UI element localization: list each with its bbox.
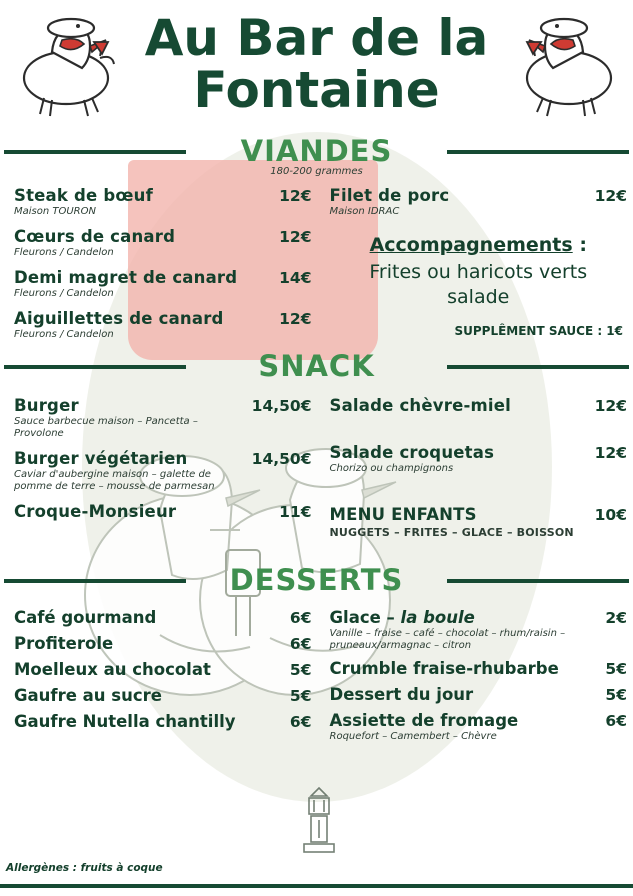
heading-rule-right xyxy=(447,365,629,369)
menu-item xyxy=(14,449,312,493)
snack-left-column xyxy=(0,387,318,539)
item-name: Gaufre au sucre xyxy=(14,686,162,705)
menu-item xyxy=(14,396,312,440)
menu-item xyxy=(330,685,628,704)
menu-item xyxy=(330,608,628,652)
item-name: Café gourmand xyxy=(14,608,157,627)
menu-item xyxy=(14,660,312,679)
viandes-subheading: 180-200 grammes xyxy=(270,166,363,177)
menu-item xyxy=(14,608,312,627)
menu-enfants-block xyxy=(330,505,628,539)
item-description: Caviar d'aubergine maison – galette de pomme de terre – mousse de parmesan xyxy=(14,469,215,492)
viandes-right-column xyxy=(318,177,633,341)
goose-left-icon xyxy=(8,6,128,126)
item-name: Croque-Monsieur xyxy=(14,502,177,521)
item-description: Chorizo ou champignons xyxy=(329,463,454,474)
item-description: Maison TOURON xyxy=(14,206,96,217)
menu-enfants-description: NUGGETS – FRITES – GLACE – BOISSON xyxy=(329,526,574,539)
item-name: Gaufre Nutella chantilly xyxy=(14,712,236,731)
item-description: Maison IDRAC xyxy=(329,206,400,217)
menu-item xyxy=(14,268,312,300)
desserts-columns xyxy=(0,601,633,743)
menu-item xyxy=(14,712,312,731)
section-heading-snack xyxy=(0,347,633,383)
heading-rule-left xyxy=(4,150,186,154)
fountain-icon xyxy=(296,786,342,856)
item-price: 5€ xyxy=(605,686,627,704)
item-description: Roquefort – Camembert – Chèvre xyxy=(329,731,497,742)
item-price: 12€ xyxy=(594,444,627,462)
item-price: 12€ xyxy=(279,310,312,328)
item-name: Dessert du jour xyxy=(329,685,474,704)
heading-rule-left xyxy=(4,579,186,583)
item-name-emphasis: la boule xyxy=(400,608,475,627)
snack-columns xyxy=(0,387,633,539)
supplement-sauce-note: SUPPLÊMENT SAUCE : 1€ xyxy=(454,324,623,338)
item-name: Salade croquetas xyxy=(329,443,495,462)
menu-item xyxy=(14,186,312,218)
accompagnements-body xyxy=(330,260,628,310)
item-name: Moelleux au chocolat xyxy=(14,660,211,679)
item-price: 12€ xyxy=(279,228,312,246)
item-price: 14€ xyxy=(279,269,312,287)
item-name: Aiguillettes de canard xyxy=(14,309,224,328)
item-price: 5€ xyxy=(605,660,627,678)
item-description: Sauce barbecue maison – Pancetta – Provolone xyxy=(14,416,198,439)
snack-title: SNACK xyxy=(258,349,375,383)
allergens-note: Allergènes : fruits à coque xyxy=(6,862,163,874)
menu-item xyxy=(14,502,312,521)
menu-header xyxy=(0,0,633,132)
snack-right-column xyxy=(318,387,633,539)
item-name: Burger végétarien xyxy=(14,449,188,468)
desserts-title: DESSERTS xyxy=(229,563,404,597)
menu-enfants-price: 10€ xyxy=(594,506,627,524)
item-description: Fleurons / Candelon xyxy=(14,329,114,340)
accompagnements-line-1: Frites ou haricots verts xyxy=(369,261,588,283)
menu-item xyxy=(14,634,312,653)
item-name: Assiette de fromage xyxy=(329,711,519,730)
item-name-text: Glace – xyxy=(329,608,401,627)
item-price: 14,50€ xyxy=(251,450,312,468)
item-price: 6€ xyxy=(289,609,312,627)
footer-rule xyxy=(0,884,633,888)
item-name xyxy=(330,608,475,627)
viandes-columns xyxy=(0,177,633,341)
viandes-title: VIANDES xyxy=(240,134,393,168)
menu-item xyxy=(330,396,628,415)
menu-item xyxy=(330,711,628,743)
menu-item xyxy=(330,443,628,475)
menu-item xyxy=(330,659,628,678)
item-name: Filet de porc xyxy=(329,186,450,205)
item-name: Steak de bœuf xyxy=(14,186,153,205)
item-name: Demi magret de canard xyxy=(14,268,238,287)
item-price: 11€ xyxy=(279,503,312,521)
accompagnements-title xyxy=(330,234,628,256)
menu-enfants-name: MENU ENFANTS xyxy=(329,505,477,524)
accompagnements-colon: : xyxy=(572,234,587,256)
item-price: 6€ xyxy=(289,635,312,653)
accompagnements-line-2: salade xyxy=(447,286,510,308)
item-price: 6€ xyxy=(605,712,627,730)
desserts-right-column xyxy=(318,601,633,743)
section-heading-viandes xyxy=(0,132,633,168)
item-price: 2€ xyxy=(605,609,627,627)
item-name: Salade chèvre-miel xyxy=(329,396,511,415)
item-name: Burger xyxy=(14,396,79,415)
item-price: 5€ xyxy=(289,687,312,705)
heading-rule-right xyxy=(447,150,629,154)
title-line-2: Fontaine xyxy=(193,61,440,119)
title-line-1: Au Bar de la xyxy=(144,9,489,67)
item-price: 6€ xyxy=(289,713,312,731)
item-name: Cœurs de canard xyxy=(14,227,176,246)
viandes-left-column xyxy=(0,177,318,341)
menu-item xyxy=(14,686,312,705)
goose-right-icon xyxy=(505,6,625,126)
item-name: Profiterole xyxy=(14,634,114,653)
accompagnements-label: Accompagnements xyxy=(369,234,573,256)
item-price: 12€ xyxy=(279,187,312,205)
desserts-left-column xyxy=(0,601,318,743)
menu-item xyxy=(14,309,312,341)
section-heading-desserts xyxy=(0,561,633,597)
item-price: 5€ xyxy=(289,661,312,679)
menu-item xyxy=(14,227,312,259)
item-description: Vanille – fraise – café – chocolat – rhum/raisin – pruneaux/armagnac – citron xyxy=(329,628,566,651)
item-description: Fleurons / Candelon xyxy=(14,247,114,258)
item-price: 12€ xyxy=(594,187,627,205)
item-name: Crumble fraise-rhubarbe xyxy=(329,659,559,678)
menu-item xyxy=(330,186,628,218)
item-description: Fleurons / Candelon xyxy=(14,288,114,299)
item-price: 12€ xyxy=(594,397,627,415)
item-price: 14,50€ xyxy=(251,397,312,415)
heading-rule-left xyxy=(4,365,186,369)
heading-rule-right xyxy=(447,579,629,583)
